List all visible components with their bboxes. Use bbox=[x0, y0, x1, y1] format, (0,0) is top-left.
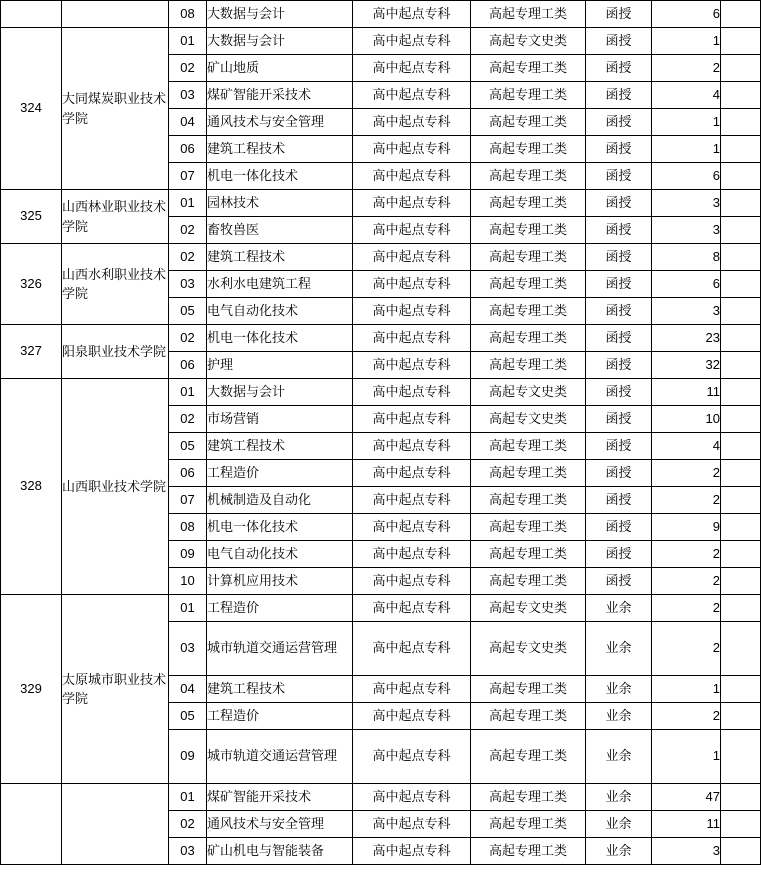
level-cell: 高中起点专科 bbox=[353, 217, 471, 244]
major-name-cell: 大数据与会计 bbox=[207, 1, 353, 28]
category-cell: 高起专理工类 bbox=[471, 55, 586, 82]
major-code-cell: 05 bbox=[169, 703, 207, 730]
level-cell: 高中起点专科 bbox=[353, 541, 471, 568]
major-code-cell: 02 bbox=[169, 244, 207, 271]
school-code-cell: 329 bbox=[1, 595, 62, 784]
study-form-cell: 函授 bbox=[586, 298, 652, 325]
table-row bbox=[1, 325, 761, 352]
level-cell: 高中起点专科 bbox=[353, 82, 471, 109]
plan-count-cell: 2 bbox=[652, 487, 721, 514]
level-cell: 高中起点专科 bbox=[353, 433, 471, 460]
remark-cell bbox=[721, 28, 761, 55]
major-code-cell: 03 bbox=[169, 82, 207, 109]
major-name-cell: 工程造价 bbox=[207, 703, 353, 730]
remark-cell bbox=[721, 514, 761, 541]
major-name-cell: 矿山地质 bbox=[207, 55, 353, 82]
major-name-cell: 煤矿智能开采技术 bbox=[207, 82, 353, 109]
study-form-cell: 函授 bbox=[586, 406, 652, 433]
study-form-cell: 函授 bbox=[586, 379, 652, 406]
major-name-cell: 通风技术与安全管理 bbox=[207, 109, 353, 136]
plan-count-cell: 10 bbox=[652, 406, 721, 433]
level-cell: 高中起点专科 bbox=[353, 487, 471, 514]
category-cell: 高起专理工类 bbox=[471, 460, 586, 487]
plan-count-cell: 1 bbox=[652, 28, 721, 55]
major-name-cell: 大数据与会计 bbox=[207, 379, 353, 406]
major-name-cell: 建筑工程技术 bbox=[207, 676, 353, 703]
study-form-cell: 函授 bbox=[586, 217, 652, 244]
category-cell: 高起专理工类 bbox=[471, 568, 586, 595]
category-cell: 高起专理工类 bbox=[471, 730, 586, 784]
remark-cell bbox=[721, 352, 761, 379]
study-form-cell: 业余 bbox=[586, 784, 652, 811]
remark-cell bbox=[721, 379, 761, 406]
category-cell: 高起专理工类 bbox=[471, 703, 586, 730]
remark-cell bbox=[721, 487, 761, 514]
study-form-cell: 函授 bbox=[586, 514, 652, 541]
table-row bbox=[1, 379, 761, 406]
study-form-cell: 函授 bbox=[586, 55, 652, 82]
major-code-cell: 02 bbox=[169, 217, 207, 244]
table-row bbox=[1, 784, 761, 811]
major-name-cell: 建筑工程技术 bbox=[207, 136, 353, 163]
plan-count-cell: 6 bbox=[652, 271, 721, 298]
level-cell: 高中起点专科 bbox=[353, 676, 471, 703]
major-code-cell: 01 bbox=[169, 784, 207, 811]
major-name-cell: 建筑工程技术 bbox=[207, 433, 353, 460]
school-name-cell bbox=[62, 1, 169, 28]
major-name-cell: 机电一体化技术 bbox=[207, 163, 353, 190]
remark-cell bbox=[721, 433, 761, 460]
level-cell: 高中起点专科 bbox=[353, 811, 471, 838]
category-cell: 高起专理工类 bbox=[471, 1, 586, 28]
remark-cell bbox=[721, 55, 761, 82]
study-form-cell: 函授 bbox=[586, 163, 652, 190]
plan-count-cell: 3 bbox=[652, 217, 721, 244]
category-cell: 高起专理工类 bbox=[471, 676, 586, 703]
school-name-cell: 太原城市职业技术学院 bbox=[62, 595, 169, 784]
category-cell: 高起专理工类 bbox=[471, 217, 586, 244]
study-form-cell: 业余 bbox=[586, 595, 652, 622]
level-cell: 高中起点专科 bbox=[353, 784, 471, 811]
school-code-cell: 327 bbox=[1, 325, 62, 379]
school-name-cell: 阳泉职业技术学院 bbox=[62, 325, 169, 379]
plan-count-cell: 2 bbox=[652, 703, 721, 730]
level-cell: 高中起点专科 bbox=[353, 28, 471, 55]
remark-cell bbox=[721, 82, 761, 109]
major-code-cell: 08 bbox=[169, 1, 207, 28]
level-cell: 高中起点专科 bbox=[353, 109, 471, 136]
level-cell: 高中起点专科 bbox=[353, 703, 471, 730]
major-code-cell: 02 bbox=[169, 325, 207, 352]
major-code-cell: 06 bbox=[169, 460, 207, 487]
plan-count-cell: 32 bbox=[652, 352, 721, 379]
study-form-cell: 业余 bbox=[586, 811, 652, 838]
major-name-cell: 电气自动化技术 bbox=[207, 298, 353, 325]
plan-count-cell: 9 bbox=[652, 514, 721, 541]
major-code-cell: 07 bbox=[169, 487, 207, 514]
category-cell: 高起专理工类 bbox=[471, 109, 586, 136]
major-code-cell: 01 bbox=[169, 190, 207, 217]
remark-cell bbox=[721, 595, 761, 622]
category-cell: 高起专理工类 bbox=[471, 433, 586, 460]
major-code-cell: 06 bbox=[169, 352, 207, 379]
plan-count-cell: 3 bbox=[652, 298, 721, 325]
study-form-cell: 函授 bbox=[586, 352, 652, 379]
major-code-cell: 04 bbox=[169, 676, 207, 703]
major-code-cell: 03 bbox=[169, 271, 207, 298]
remark-cell bbox=[721, 190, 761, 217]
remark-cell bbox=[721, 541, 761, 568]
plan-count-cell: 2 bbox=[652, 622, 721, 676]
remark-cell bbox=[721, 271, 761, 298]
plan-count-cell: 1 bbox=[652, 136, 721, 163]
major-name-cell: 工程造价 bbox=[207, 595, 353, 622]
plan-count-cell: 4 bbox=[652, 82, 721, 109]
major-code-cell: 05 bbox=[169, 433, 207, 460]
plan-count-cell: 3 bbox=[652, 190, 721, 217]
level-cell: 高中起点专科 bbox=[353, 298, 471, 325]
table-row bbox=[1, 244, 761, 271]
major-name-cell: 机电一体化技术 bbox=[207, 514, 353, 541]
level-cell: 高中起点专科 bbox=[353, 838, 471, 865]
major-name-cell: 机械制造及自动化 bbox=[207, 487, 353, 514]
study-form-cell: 业余 bbox=[586, 838, 652, 865]
plan-count-cell: 1 bbox=[652, 676, 721, 703]
plan-count-cell: 6 bbox=[652, 163, 721, 190]
school-code-cell bbox=[1, 784, 62, 865]
plan-count-cell: 47 bbox=[652, 784, 721, 811]
plan-count-cell: 2 bbox=[652, 55, 721, 82]
major-code-cell: 10 bbox=[169, 568, 207, 595]
school-code-cell: 326 bbox=[1, 244, 62, 325]
category-cell: 高起专理工类 bbox=[471, 838, 586, 865]
study-form-cell: 业余 bbox=[586, 622, 652, 676]
major-name-cell: 护理 bbox=[207, 352, 353, 379]
level-cell: 高中起点专科 bbox=[353, 244, 471, 271]
major-code-cell: 05 bbox=[169, 298, 207, 325]
plan-count-cell: 4 bbox=[652, 433, 721, 460]
major-code-cell: 09 bbox=[169, 541, 207, 568]
category-cell: 高起专理工类 bbox=[471, 325, 586, 352]
major-code-cell: 01 bbox=[169, 28, 207, 55]
plan-count-cell: 23 bbox=[652, 325, 721, 352]
study-form-cell: 函授 bbox=[586, 541, 652, 568]
level-cell: 高中起点专科 bbox=[353, 136, 471, 163]
level-cell: 高中起点专科 bbox=[353, 379, 471, 406]
major-code-cell: 09 bbox=[169, 730, 207, 784]
plan-count-cell: 1 bbox=[652, 109, 721, 136]
table-row bbox=[1, 595, 761, 622]
remark-cell bbox=[721, 298, 761, 325]
level-cell: 高中起点专科 bbox=[353, 514, 471, 541]
category-cell: 高起专理工类 bbox=[471, 541, 586, 568]
study-form-cell: 函授 bbox=[586, 487, 652, 514]
remark-cell bbox=[721, 325, 761, 352]
level-cell: 高中起点专科 bbox=[353, 622, 471, 676]
remark-cell bbox=[721, 811, 761, 838]
table-row bbox=[1, 1, 761, 28]
remark-cell bbox=[721, 676, 761, 703]
plan-count-cell: 2 bbox=[652, 568, 721, 595]
major-code-cell: 08 bbox=[169, 514, 207, 541]
level-cell: 高中起点专科 bbox=[353, 271, 471, 298]
study-form-cell: 业余 bbox=[586, 676, 652, 703]
category-cell: 高起专理工类 bbox=[471, 352, 586, 379]
school-code-cell: 325 bbox=[1, 190, 62, 244]
level-cell: 高中起点专科 bbox=[353, 1, 471, 28]
category-cell: 高起专理工类 bbox=[471, 136, 586, 163]
level-cell: 高中起点专科 bbox=[353, 460, 471, 487]
level-cell: 高中起点专科 bbox=[353, 730, 471, 784]
school-name-cell bbox=[62, 784, 169, 865]
remark-cell bbox=[721, 838, 761, 865]
plan-count-cell: 11 bbox=[652, 379, 721, 406]
school-name-cell: 山西林业职业技术学院 bbox=[62, 190, 169, 244]
major-code-cell: 02 bbox=[169, 55, 207, 82]
major-name-cell: 工程造价 bbox=[207, 460, 353, 487]
major-code-cell: 01 bbox=[169, 379, 207, 406]
table-body bbox=[1, 1, 761, 865]
plan-count-cell: 2 bbox=[652, 460, 721, 487]
school-name-cell: 山西职业技术学院 bbox=[62, 379, 169, 595]
category-cell: 高起专理工类 bbox=[471, 244, 586, 271]
major-name-cell: 市场营销 bbox=[207, 406, 353, 433]
major-name-cell: 畜牧兽医 bbox=[207, 217, 353, 244]
major-name-cell: 城市轨道交通运营管理 bbox=[207, 622, 353, 676]
remark-cell bbox=[721, 163, 761, 190]
major-code-cell: 06 bbox=[169, 136, 207, 163]
study-form-cell: 函授 bbox=[586, 325, 652, 352]
major-name-cell: 园林技术 bbox=[207, 190, 353, 217]
major-code-cell: 03 bbox=[169, 838, 207, 865]
category-cell: 高起专文史类 bbox=[471, 595, 586, 622]
remark-cell bbox=[721, 703, 761, 730]
major-code-cell: 02 bbox=[169, 406, 207, 433]
study-form-cell: 函授 bbox=[586, 136, 652, 163]
major-code-cell: 01 bbox=[169, 595, 207, 622]
major-code-cell: 04 bbox=[169, 109, 207, 136]
category-cell: 高起专文史类 bbox=[471, 379, 586, 406]
category-cell: 高起专理工类 bbox=[471, 487, 586, 514]
major-code-cell: 07 bbox=[169, 163, 207, 190]
major-name-cell: 计算机应用技术 bbox=[207, 568, 353, 595]
level-cell: 高中起点专科 bbox=[353, 352, 471, 379]
remark-cell bbox=[721, 406, 761, 433]
remark-cell bbox=[721, 730, 761, 784]
category-cell: 高起专理工类 bbox=[471, 271, 586, 298]
plan-count-cell: 6 bbox=[652, 1, 721, 28]
level-cell: 高中起点专科 bbox=[353, 325, 471, 352]
study-form-cell: 函授 bbox=[586, 433, 652, 460]
study-form-cell: 函授 bbox=[586, 244, 652, 271]
school-name-cell: 大同煤炭职业技术学院 bbox=[62, 28, 169, 190]
study-form-cell: 函授 bbox=[586, 28, 652, 55]
category-cell: 高起专文史类 bbox=[471, 406, 586, 433]
category-cell: 高起专文史类 bbox=[471, 622, 586, 676]
level-cell: 高中起点专科 bbox=[353, 568, 471, 595]
table-row bbox=[1, 28, 761, 55]
level-cell: 高中起点专科 bbox=[353, 595, 471, 622]
remark-cell bbox=[721, 1, 761, 28]
level-cell: 高中起点专科 bbox=[353, 406, 471, 433]
remark-cell bbox=[721, 109, 761, 136]
plan-count-cell: 2 bbox=[652, 541, 721, 568]
plan-count-cell: 11 bbox=[652, 811, 721, 838]
category-cell: 高起专理工类 bbox=[471, 82, 586, 109]
remark-cell bbox=[721, 136, 761, 163]
study-form-cell: 函授 bbox=[586, 568, 652, 595]
level-cell: 高中起点专科 bbox=[353, 190, 471, 217]
study-form-cell: 函授 bbox=[586, 460, 652, 487]
school-code-cell: 324 bbox=[1, 28, 62, 190]
major-name-cell: 矿山机电与智能装备 bbox=[207, 838, 353, 865]
major-name-cell: 煤矿智能开采技术 bbox=[207, 784, 353, 811]
plan-count-cell: 1 bbox=[652, 730, 721, 784]
school-code-cell: 328 bbox=[1, 379, 62, 595]
major-code-cell: 02 bbox=[169, 811, 207, 838]
plan-count-cell: 8 bbox=[652, 244, 721, 271]
study-form-cell: 业余 bbox=[586, 730, 652, 784]
major-name-cell: 建筑工程技术 bbox=[207, 244, 353, 271]
study-form-cell: 函授 bbox=[586, 109, 652, 136]
remark-cell bbox=[721, 568, 761, 595]
study-form-cell: 函授 bbox=[586, 1, 652, 28]
study-form-cell: 函授 bbox=[586, 271, 652, 298]
school-name-cell: 山西水利职业技术学院 bbox=[62, 244, 169, 325]
study-form-cell: 业余 bbox=[586, 703, 652, 730]
category-cell: 高起专理工类 bbox=[471, 784, 586, 811]
major-name-cell: 水利水电建筑工程 bbox=[207, 271, 353, 298]
major-name-cell: 通风技术与安全管理 bbox=[207, 811, 353, 838]
remark-cell bbox=[721, 622, 761, 676]
school-code-cell bbox=[1, 1, 62, 28]
category-cell: 高起专理工类 bbox=[471, 190, 586, 217]
major-code-cell: 03 bbox=[169, 622, 207, 676]
study-form-cell: 函授 bbox=[586, 190, 652, 217]
major-name-cell: 机电一体化技术 bbox=[207, 325, 353, 352]
category-cell: 高起专理工类 bbox=[471, 298, 586, 325]
category-cell: 高起专理工类 bbox=[471, 163, 586, 190]
category-cell: 高起专理工类 bbox=[471, 811, 586, 838]
remark-cell bbox=[721, 460, 761, 487]
category-cell: 高起专理工类 bbox=[471, 514, 586, 541]
major-name-cell: 大数据与会计 bbox=[207, 28, 353, 55]
major-name-cell: 城市轨道交通运营管理 bbox=[207, 730, 353, 784]
study-form-cell: 函授 bbox=[586, 82, 652, 109]
level-cell: 高中起点专科 bbox=[353, 163, 471, 190]
plan-count-cell: 3 bbox=[652, 838, 721, 865]
remark-cell bbox=[721, 217, 761, 244]
remark-cell bbox=[721, 784, 761, 811]
remark-cell bbox=[721, 244, 761, 271]
plan-count-cell: 2 bbox=[652, 595, 721, 622]
category-cell: 高起专文史类 bbox=[471, 28, 586, 55]
table-row bbox=[1, 190, 761, 217]
major-name-cell: 电气自动化技术 bbox=[207, 541, 353, 568]
level-cell: 高中起点专科 bbox=[353, 55, 471, 82]
